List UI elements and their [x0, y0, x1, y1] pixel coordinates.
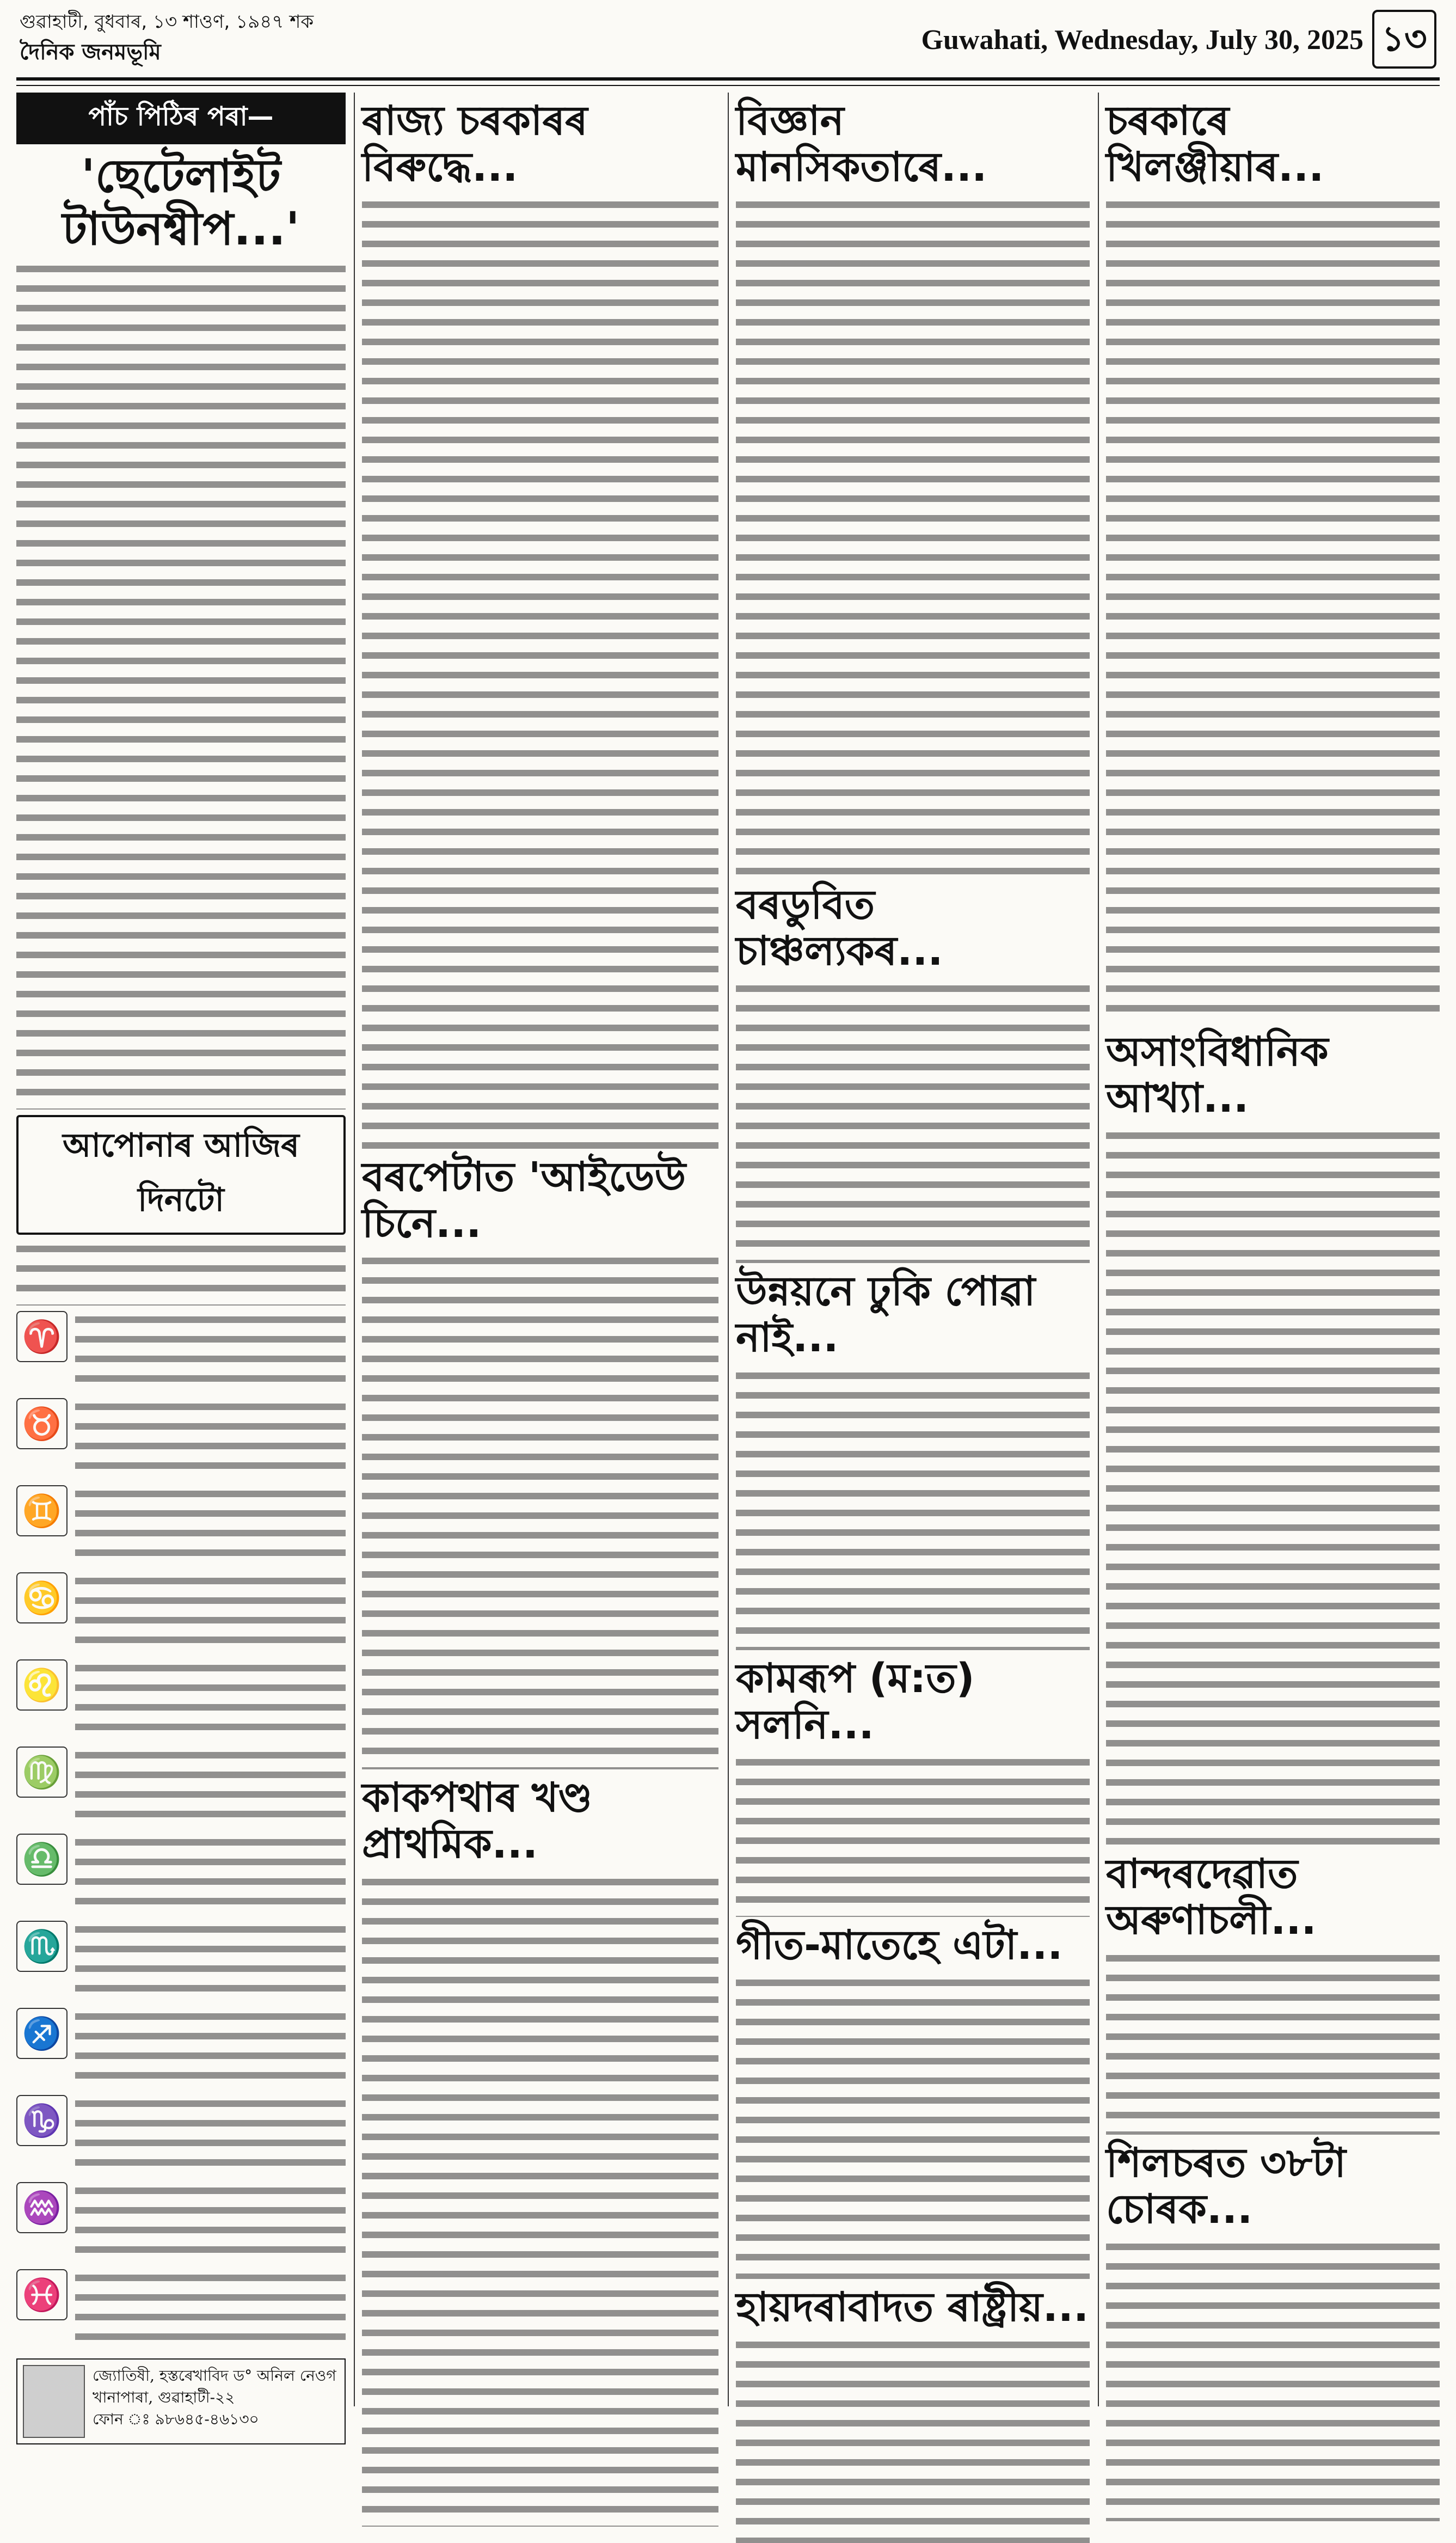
- horoscope-sign: [16, 2269, 346, 2351]
- article-body: [736, 1367, 1090, 1650]
- headline-development: উন্নয়নে ঢুকি পোৱা নাই...: [736, 1268, 1036, 1362]
- horoscope-list: [16, 1311, 346, 2351]
- astrologer-credit: [16, 2358, 346, 2444]
- masthead: [0, 0, 1456, 82]
- page-number: ১৩: [1372, 10, 1436, 69]
- astrologer-name: জ্যোতিষী, হস্তৰেখাবিদ ড° অনিল নেওগ: [93, 2367, 336, 2385]
- capricorn-icon: ♑: [16, 2095, 67, 2146]
- article-body: [736, 1974, 1090, 2279]
- article-body: [362, 1873, 718, 2527]
- headline-kamrup: কামৰূপ (ম:ত) সলনি...: [736, 1655, 975, 1748]
- leo-icon: ♌: [16, 1659, 67, 1711]
- horoscope-sign: [16, 2008, 346, 2089]
- article-body: [16, 260, 346, 1110]
- column-4: [1106, 93, 1440, 2406]
- headline-borduबi: বৰডুবিত চাঞ্চল্যকৰ...: [736, 881, 943, 975]
- horoscope-sign: [16, 1921, 346, 2002]
- article-body: [1106, 196, 1440, 1024]
- article-body: [1106, 1950, 1440, 2135]
- virgo-icon: ♍: [16, 1747, 67, 1798]
- masthead-rule: [16, 77, 1440, 81]
- horoscope-sign: [16, 2095, 346, 2177]
- horoscope-sign: [16, 1398, 346, 1480]
- article-body: [362, 196, 718, 1149]
- headline-silchar: শিলচৰত ৩৮টা চোৰক...: [1106, 2139, 1346, 2233]
- article-body: [1106, 1127, 1440, 1846]
- horoscope-sign: [16, 1834, 346, 1915]
- continued-kicker: পাঁচ পিঠিৰ পৰা—: [16, 93, 346, 144]
- libra-icon: ♎: [16, 1834, 67, 1885]
- column-separator: [354, 93, 355, 2406]
- column-3: [736, 93, 1090, 2406]
- article-body: [736, 980, 1090, 1263]
- headline-govt-indigenous: চৰকাৰে খিলঞ্জীয়াৰ...: [1106, 97, 1324, 191]
- headline-song: গীত-মাতেহে এটা...: [736, 1921, 1063, 1969]
- article-body: [362, 1252, 718, 1769]
- horoscope-sign: [16, 1659, 346, 1741]
- horoscope-sign: [16, 1311, 346, 1393]
- horoscope-title: আপোনাৰ আজিৰ দিনটো: [16, 1115, 346, 1235]
- column-separator: [728, 93, 729, 2406]
- almanac-text: [16, 1240, 346, 1306]
- dateline-assamese: গুৱাহাটী, বুধবাৰ, ১৩ শাওণ, ১৯৪৭ শক: [20, 11, 314, 33]
- cancer-icon: ♋: [16, 1572, 67, 1623]
- headline-unconstitutional: অসাংবিধানিক আখ্যা...: [1106, 1028, 1329, 1122]
- horoscope-sign: [16, 1485, 346, 1567]
- article-body: [736, 2336, 1090, 2543]
- newspaper-name: দৈনিক জনমভূমি: [20, 40, 161, 65]
- astrologer-photo: [23, 2365, 85, 2438]
- column-2: [362, 93, 718, 2406]
- aries-icon: ♈: [16, 1311, 67, 1362]
- masthead-rule-thin: [16, 85, 1440, 86]
- pisces-icon: ♓: [16, 2269, 67, 2320]
- headline-barpeta-ideu: বৰপেটাত 'আইডেউ চিনে...: [362, 1154, 686, 1247]
- column-1: [16, 93, 346, 2429]
- column-separator: [1098, 93, 1099, 2406]
- horoscope-sign: [16, 2182, 346, 2264]
- article-body: [736, 1754, 1090, 1917]
- astrologer-place: খানাপাৰা, গুৱাহাটী-২২: [93, 2388, 235, 2407]
- gemini-icon: ♊: [16, 1485, 67, 1536]
- taurus-icon: ♉: [16, 1398, 67, 1449]
- headline-satellite-township: 'ছেটেলাইট টাউনশ্বীপ...': [62, 149, 300, 255]
- aquarius-icon: ♒: [16, 2182, 67, 2233]
- headline-kakopathar: কাকপথাৰ খণ্ড প্ৰাথমিক...: [362, 1774, 593, 1868]
- headline-state-govt: ৰাজ্য চৰকাৰৰ বিৰুদ্ধে...: [362, 97, 588, 191]
- sagittarius-icon: ♐: [16, 2008, 67, 2059]
- dateline-english: Guwahati, Wednesday, July 30, 2025: [921, 24, 1363, 56]
- headline-hyderabad: হায়দৰাবাদত ৰাষ্ট্ৰীয়...: [736, 2283, 1089, 2331]
- horoscope-sign: [16, 1572, 346, 1654]
- horoscope-sign: [16, 1747, 346, 1828]
- headline-science-temper: বিজ্ঞান মানসিকতাৰে...: [736, 97, 987, 191]
- scorpio-icon: ♏: [16, 1921, 67, 1972]
- article-body: [1106, 2238, 1440, 2521]
- article-body: [736, 196, 1090, 877]
- astrologer-phone: ফোন ঃ ৯৮৬৪৫-৪৬১৩০: [93, 2410, 259, 2429]
- headline-bandardewa: বান্দৰদেৱাত অৰুণাচলী...: [1106, 1850, 1317, 1944]
